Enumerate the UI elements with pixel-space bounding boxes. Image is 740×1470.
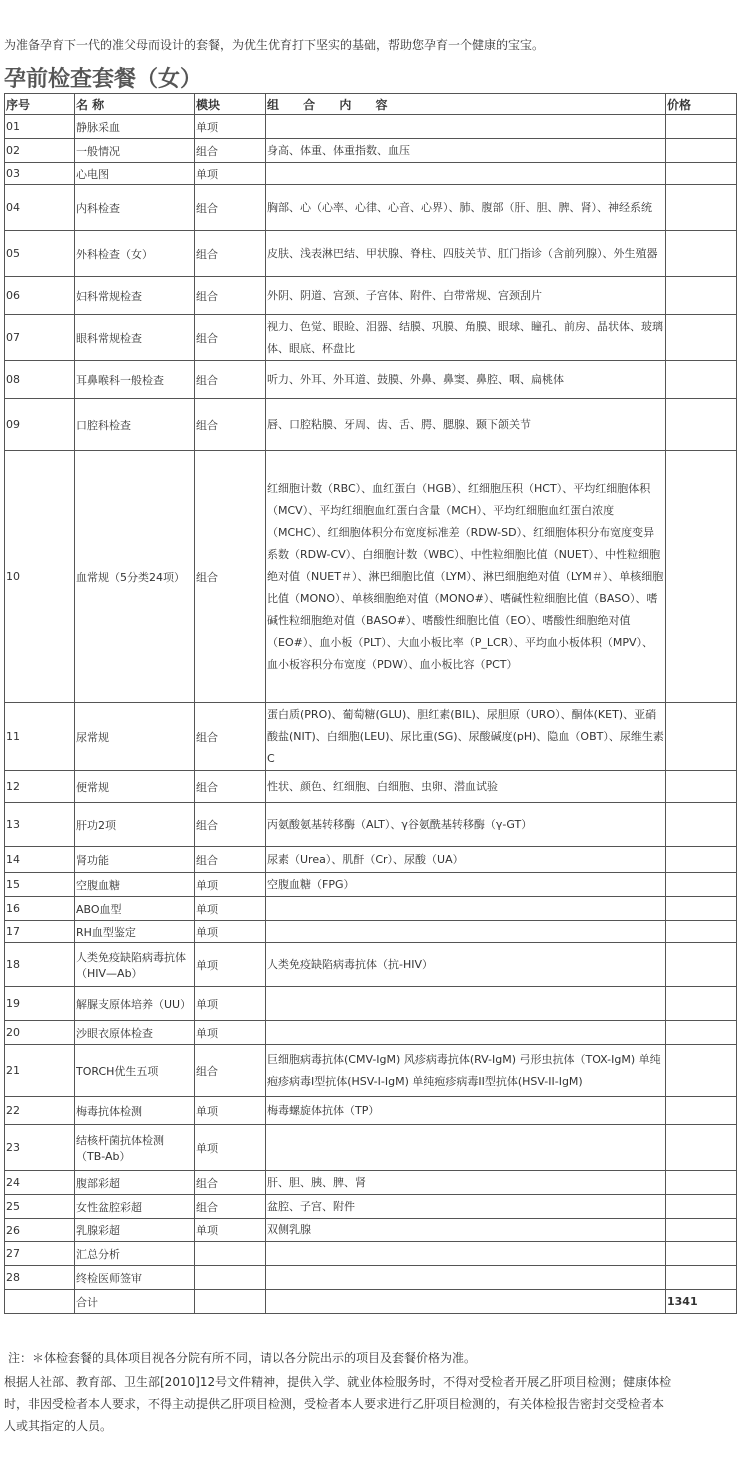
package-table (4, 93, 737, 1314)
table-row (5, 1021, 737, 1045)
cell-content: 梅毒螺旋体抗体（TP） (266, 1097, 666, 1125)
table-row (5, 1290, 737, 1314)
cell-content: 盆腔、子宫、附件 (266, 1195, 666, 1219)
cell-module: 组合 (195, 231, 266, 277)
cell-price (666, 399, 737, 451)
cell-module: 组合 (195, 277, 266, 315)
cell-price (666, 921, 737, 943)
cell-name: 沙眼衣原体检查 (75, 1021, 195, 1045)
cell-content (266, 1242, 666, 1266)
table-row (5, 943, 737, 987)
table-row (5, 139, 737, 163)
cell-price: 1341 (666, 1290, 737, 1314)
cell-content (266, 987, 666, 1021)
cell-module: 组合 (195, 361, 266, 399)
cell-price (666, 361, 737, 399)
cell-price (666, 115, 737, 139)
table-row (5, 451, 737, 703)
cell-module: 组合 (195, 1195, 266, 1219)
cell-name: 静脉采血 (75, 115, 195, 139)
cell-name: TORCH优生五项 (75, 1045, 195, 1097)
cell-name: 耳鼻喉科一般检查 (75, 361, 195, 399)
cell-module: 组合 (195, 451, 266, 703)
cell-no: 10 (5, 451, 75, 703)
cell-no: 19 (5, 987, 75, 1021)
cell-content: 唇、口腔粘膜、牙周、齿、舌、腭、腮腺、颞下颌关节 (266, 399, 666, 451)
cell-no: 26 (5, 1219, 75, 1242)
table-row (5, 897, 737, 921)
cell-no: 28 (5, 1266, 75, 1290)
table-row (5, 1242, 737, 1266)
cell-price (666, 185, 737, 231)
table-header-row (5, 94, 737, 115)
cell-price (666, 1242, 737, 1266)
cell-module: 组合 (195, 1171, 266, 1195)
cell-price (666, 873, 737, 897)
header-no: 序号 (5, 94, 75, 115)
header-content: 组 合 内 容 (266, 94, 666, 115)
cell-module (195, 1290, 266, 1314)
cell-price (666, 231, 737, 277)
cell-name: 心电图 (75, 163, 195, 185)
page-title: 孕前检查套餐（女） (4, 66, 203, 92)
cell-price (666, 139, 737, 163)
cell-name: 血常规（5分类24项） (75, 451, 195, 703)
table-row (5, 1219, 737, 1242)
cell-content (266, 1021, 666, 1045)
cell-price (666, 1097, 737, 1125)
cell-price (666, 1219, 737, 1242)
cell-price (666, 163, 737, 185)
cell-content: 红细胞计数（RBC）、血红蛋白（HGB）、红细胞压积（HCT）、平均红细胞体积（MCV）、平均红细胞血红蛋白含量（MCH）、平均红细胞血红蛋白浓度（MCHC）、红细胞体积分布宽度标准差（RDW-SD）、红细胞体积分布宽度变异系数（RDW-CV）、白细胞计数（WBC）、中性粒细胞比值（NUET）、中性粒细胞绝对值（NUET＃）、淋巴细胞比值（LYM）、淋巴细胞绝对值（LYM＃）、单核细胞比值（MONO）、单核细胞绝对值（MONO#）、嗜碱性粒细胞比值（BASO）、嗜碱性粒细胞绝对值（BASO#）、嗜酸性细胞比值（EO）、嗜酸性细胞绝对值（EO#）、血小板（PLT）、大血小板比率（P_LCR）、平均血小板体积（MPV）、血小板容积分布宽度（PDW）、血小板比容（PCT） (266, 451, 666, 703)
note-text: 注：＊体检套餐的具体项目视各分院有所不同，请以各分院出示的项目及套餐价格为准。 (8, 1351, 477, 1365)
cell-content: 视力、色觉、眼睑、泪器、结膜、巩膜、角膜、眼球、瞳孔、前房、晶状体、玻璃体、眼底、杯盘比 (266, 315, 666, 361)
cell-content (266, 1266, 666, 1290)
cell-name: RH血型鉴定 (75, 921, 195, 943)
cell-name: 外科检查（女） (75, 231, 195, 277)
cell-no: 02 (5, 139, 75, 163)
table-row (5, 163, 737, 185)
header-module: 模块 (195, 94, 266, 115)
cell-name: 腹部彩超 (75, 1171, 195, 1195)
cell-name: 解脲支原体培养（UU） (75, 987, 195, 1021)
cell-content: 丙氨酸氨基转移酶（ALT）、γ谷氨酰基转移酶（γ-GT） (266, 803, 666, 847)
cell-name: 女性盆腔彩超 (75, 1195, 195, 1219)
cell-module: 单项 (195, 873, 266, 897)
table-row (5, 185, 737, 231)
cell-no: 12 (5, 771, 75, 803)
cell-name: 结核杆菌抗体检测（TB-Ab） (75, 1125, 195, 1171)
cell-no: 11 (5, 703, 75, 771)
cell-price (666, 1021, 737, 1045)
cell-content: 胸部、心（心率、心律、心音、心界）、肺、腹部（肝、胆、脾、肾）、神经系统 (266, 185, 666, 231)
cell-content: 肝、胆、胰、脾、肾 (266, 1171, 666, 1195)
cell-name: 肾功能 (75, 847, 195, 873)
cell-no: 08 (5, 361, 75, 399)
cell-module: 单项 (195, 1125, 266, 1171)
cell-content: 人类免疫缺陷病毒抗体（抗-HIV） (266, 943, 666, 987)
cell-no: 24 (5, 1171, 75, 1195)
table-row (5, 115, 737, 139)
table-row (5, 277, 737, 315)
cell-price (666, 1045, 737, 1097)
cell-content (266, 897, 666, 921)
table-row (5, 1045, 737, 1097)
cell-no (5, 1290, 75, 1314)
cell-name: 眼科常规检查 (75, 315, 195, 361)
cell-no: 03 (5, 163, 75, 185)
intro-text: 为准备孕育下一代的准父母而设计的套餐，为优生优育打下坚实的基础，帮助您孕育一个健康的宝宝。 (4, 38, 545, 52)
cell-name: 合计 (75, 1290, 195, 1314)
table-row (5, 1266, 737, 1290)
cell-no: 22 (5, 1097, 75, 1125)
cell-content: 双侧乳腺 (266, 1219, 666, 1242)
cell-price (666, 1195, 737, 1219)
cell-content (266, 115, 666, 139)
cell-name: 人类免疫缺陷病毒抗体（HIV—Ab） (75, 943, 195, 987)
table-row (5, 987, 737, 1021)
cell-module: 单项 (195, 987, 266, 1021)
cell-module: 组合 (195, 315, 266, 361)
cell-no: 16 (5, 897, 75, 921)
table-row (5, 873, 737, 897)
header-name: 名 称 (75, 94, 195, 115)
cell-module (195, 1242, 266, 1266)
cell-name: 汇总分析 (75, 1242, 195, 1266)
cell-content: 尿素（Urea）、肌酐（Cr）、尿酸（UA） (266, 847, 666, 873)
header-price: 价格 (666, 94, 737, 115)
cell-no: 20 (5, 1021, 75, 1045)
table-row (5, 771, 737, 803)
cell-content (266, 1290, 666, 1314)
cell-module: 单项 (195, 1097, 266, 1125)
cell-price (666, 771, 737, 803)
cell-price (666, 1171, 737, 1195)
cell-name: 妇科常规检查 (75, 277, 195, 315)
cell-content (266, 163, 666, 185)
table-row (5, 703, 737, 771)
cell-module: 组合 (195, 185, 266, 231)
table-row (5, 1097, 737, 1125)
cell-name: 一般情况 (75, 139, 195, 163)
cell-module: 单项 (195, 163, 266, 185)
cell-no: 21 (5, 1045, 75, 1097)
cell-price (666, 315, 737, 361)
cell-name: ABO血型 (75, 897, 195, 921)
table-row (5, 315, 737, 361)
cell-name: 梅毒抗体检测 (75, 1097, 195, 1125)
cell-name: 便常规 (75, 771, 195, 803)
cell-no: 23 (5, 1125, 75, 1171)
cell-content (266, 921, 666, 943)
table-row (5, 1195, 737, 1219)
cell-name: 肝功2项 (75, 803, 195, 847)
cell-no: 25 (5, 1195, 75, 1219)
table-row (5, 921, 737, 943)
cell-price (666, 847, 737, 873)
cell-name: 口腔科检查 (75, 399, 195, 451)
cell-name: 空腹血糖 (75, 873, 195, 897)
cell-no: 15 (5, 873, 75, 897)
cell-module: 组合 (195, 139, 266, 163)
cell-price (666, 897, 737, 921)
cell-price (666, 803, 737, 847)
cell-content: 性状、颜色、红细胞、白细胞、虫卵、潜血试验 (266, 771, 666, 803)
table-row (5, 1171, 737, 1195)
cell-no: 05 (5, 231, 75, 277)
cell-no: 06 (5, 277, 75, 315)
cell-module: 组合 (195, 1045, 266, 1097)
table-row (5, 231, 737, 277)
cell-content: 蛋白质(PRO)、葡萄糖(GLU)、胆红素(BIL)、尿胆原（URO）、酮体(KET)、亚硝酸盐(NIT)、白细胞(LEU)、尿比重(SG)、尿酸碱度(pH)、隐血（OBT）、尿维生素C (266, 703, 666, 771)
cell-no: 07 (5, 315, 75, 361)
cell-module: 单项 (195, 943, 266, 987)
cell-no: 04 (5, 185, 75, 231)
table-row (5, 361, 737, 399)
cell-no: 13 (5, 803, 75, 847)
legal-text: 根据人社部、教育部、卫生部[2010]12号文件精神，提供入学、就业体检服务时，不得对受检者开展乙肝项目检测；健康体检时，非因受检者本人要求，不得主动提供乙肝项目检测，受检者本人要求进行乙肝项目检测的，有关体检报告密封交受检者本人或其指定的人员。 (4, 1375, 672, 1433)
cell-content: 空腹血糖（FPG） (266, 873, 666, 897)
table-row (5, 399, 737, 451)
cell-price (666, 703, 737, 771)
cell-no: 01 (5, 115, 75, 139)
cell-module: 单项 (195, 921, 266, 943)
cell-module: 组合 (195, 847, 266, 873)
cell-no: 18 (5, 943, 75, 987)
cell-content: 听力、外耳、外耳道、鼓膜、外鼻、鼻窦、鼻腔、咽、扁桃体 (266, 361, 666, 399)
cell-no: 09 (5, 399, 75, 451)
cell-module: 组合 (195, 803, 266, 847)
cell-price (666, 277, 737, 315)
cell-name: 乳腺彩超 (75, 1219, 195, 1242)
cell-price (666, 1125, 737, 1171)
cell-module: 组合 (195, 771, 266, 803)
cell-no: 17 (5, 921, 75, 943)
cell-no: 27 (5, 1242, 75, 1266)
cell-no: 14 (5, 847, 75, 873)
cell-content (266, 1125, 666, 1171)
cell-price (666, 451, 737, 703)
cell-name: 终检医师签审 (75, 1266, 195, 1290)
cell-content: 身高、体重、体重指数、血压 (266, 139, 666, 163)
cell-price (666, 1266, 737, 1290)
cell-content: 外阴、阴道、宫颈、子宫体、附件、白带常规、宫颈刮片 (266, 277, 666, 315)
cell-content: 皮肤、浅表淋巴结、甲状腺、脊柱、四肢关节、肛门指诊（含前列腺）、外生殖器 (266, 231, 666, 277)
cell-module: 单项 (195, 115, 266, 139)
cell-module: 组合 (195, 703, 266, 771)
table-row (5, 803, 737, 847)
cell-module (195, 1266, 266, 1290)
cell-price (666, 987, 737, 1021)
cell-price (666, 943, 737, 987)
cell-module: 单项 (195, 1219, 266, 1242)
cell-name: 内科检查 (75, 185, 195, 231)
cell-module: 单项 (195, 897, 266, 921)
cell-name: 尿常规 (75, 703, 195, 771)
cell-module: 组合 (195, 399, 266, 451)
table-row (5, 1125, 737, 1171)
table-row (5, 847, 737, 873)
cell-content: 巨细胞病毒抗体(CMV-IgM) 风疹病毒抗体(RV-IgM) 弓形虫抗体（TOX-IgM) 单纯疱疹病毒I型抗体(HSV-I-IgM) 单纯疱疹病毒II型抗体(HSV-II-IgM) (266, 1045, 666, 1097)
cell-module: 单项 (195, 1021, 266, 1045)
